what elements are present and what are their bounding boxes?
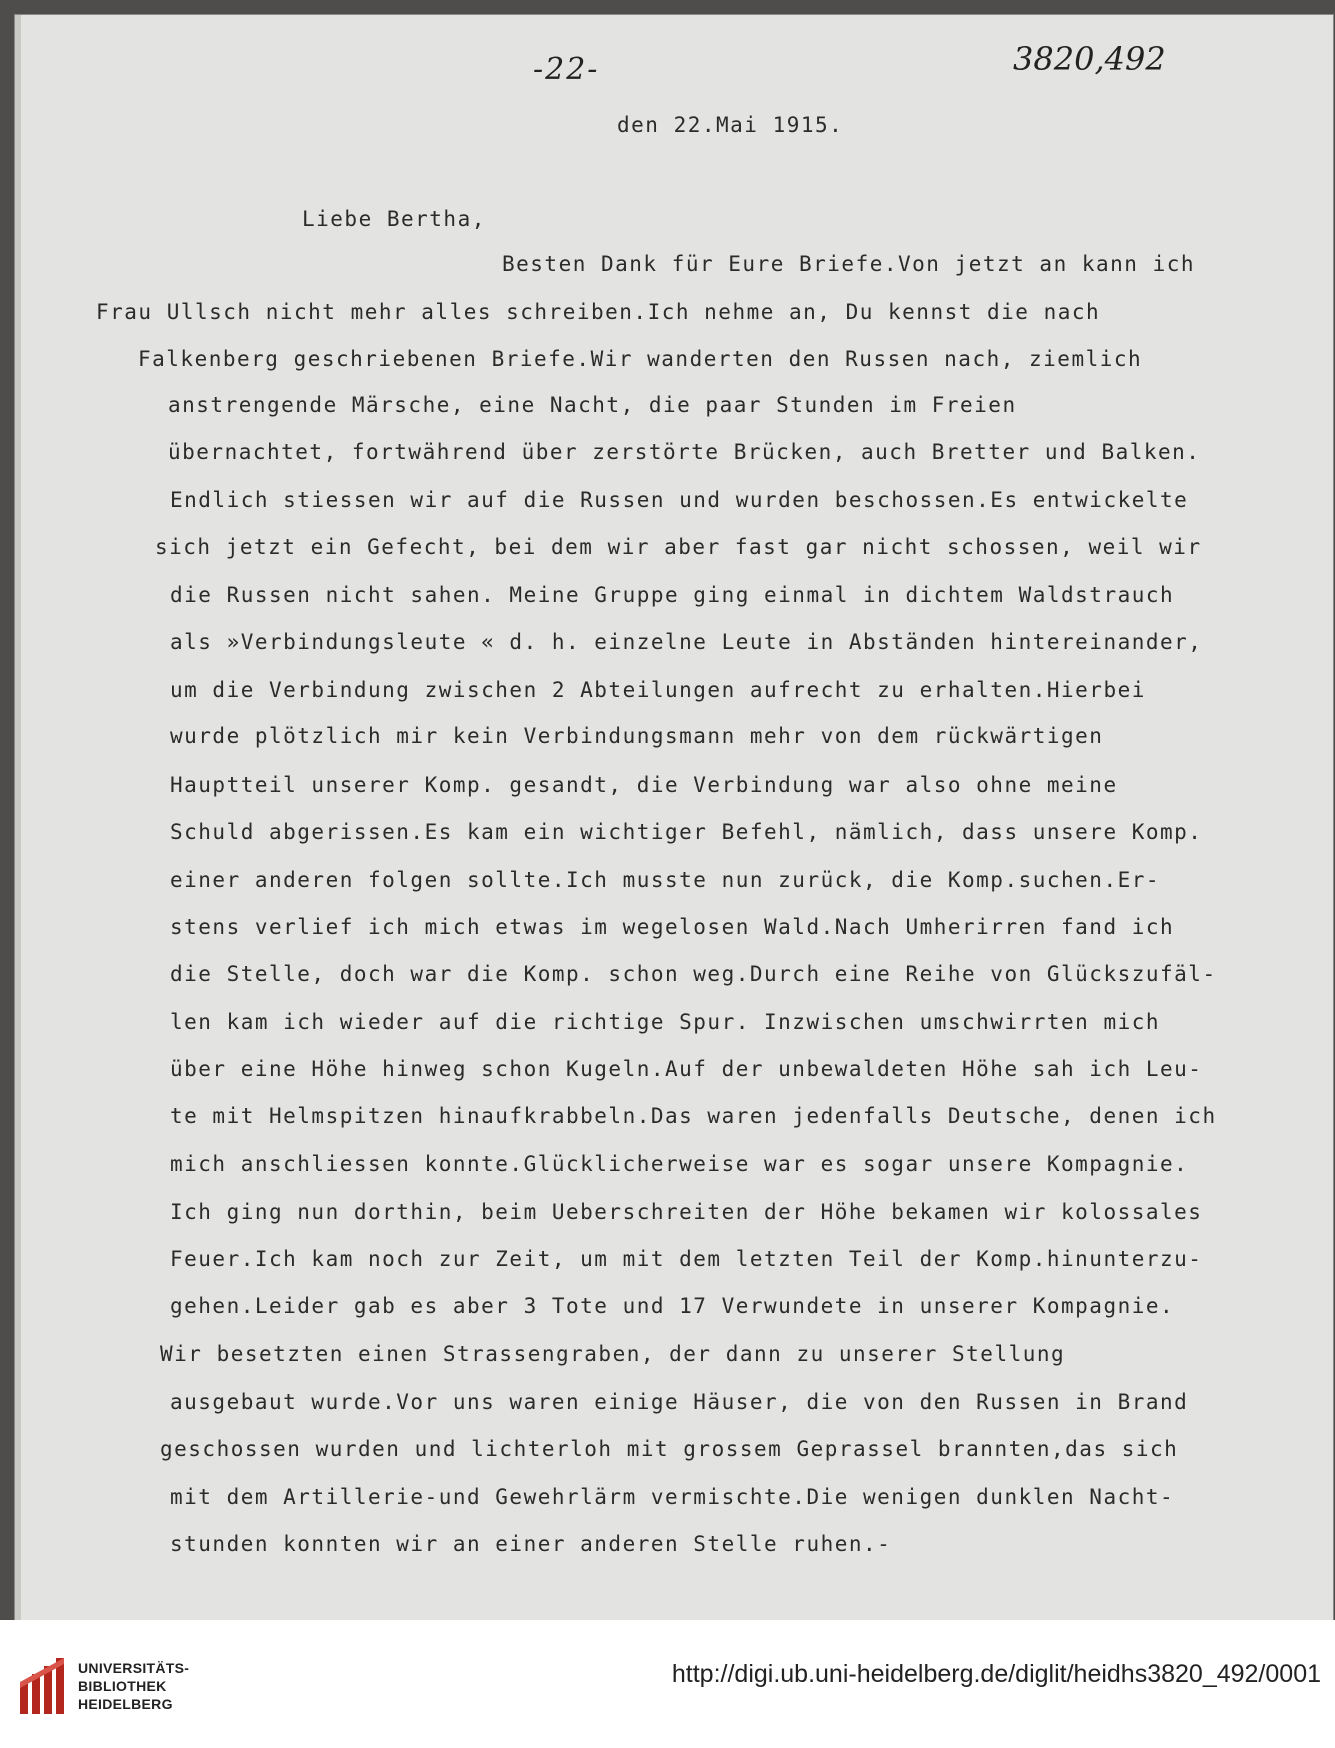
letter-body-line: die Russen nicht sahen. Meine Gruppe ging einmal in dichtem Waldstrauch bbox=[170, 583, 1175, 607]
university-library-logo-icon bbox=[18, 1656, 70, 1716]
footer bbox=[0, 1620, 1335, 1748]
letter-body-line: Hauptteil unserer Komp. gesandt, die Verbindung war also ohne meine bbox=[170, 773, 1118, 797]
letter-body-line: um die Verbindung zwischen 2 Abteilungen aufrecht zu erhalten.Hierbei bbox=[170, 678, 1146, 702]
letter-body-line: übernachtet, fortwährend über zerstörte Brücken, auch Bretter und Balken. bbox=[168, 440, 1201, 464]
letter-body-line: einer anderen folgen sollte.Ich musste nun zurück, die Komp.suchen.Er- bbox=[170, 868, 1161, 892]
letter-date: den 22.Mai 1915. bbox=[617, 113, 844, 137]
source-url-link[interactable]: http://digi.ub.uni-heidelberg.de/diglit/heidhs3820_492/0001 bbox=[671, 1660, 1321, 1688]
letter-body-line: te mit Helmspitzen hinaufkrabbeln.Das waren jedenfalls Deutsche, denen ich bbox=[170, 1104, 1217, 1128]
letter-body-line: sich jetzt ein Gefecht, bei dem wir aber fast gar nicht schossen, weil wir bbox=[155, 535, 1202, 559]
archive-signature: 3820,492 bbox=[1013, 40, 1166, 78]
letter-body-line: Ich ging nun dorthin, beim Ueberschreiten der Höhe bekamen wir kolossales bbox=[170, 1200, 1203, 1224]
letter-body-line: mit dem Artillerie-und Gewehrlärm vermischte.Die wenigen dunklen Nacht- bbox=[170, 1485, 1175, 1509]
letter-body-line: ausgebaut wurde.Vor uns waren einige Häuser, die von den Russen in Brand bbox=[170, 1390, 1189, 1414]
letter-body-line: stunden konnten wir an einer anderen Stelle ruhen.- bbox=[170, 1532, 892, 1556]
logo-text-line: UNIVERSITÄTS- bbox=[78, 1660, 190, 1676]
letter-body-line: len kam ich wieder auf die richtige Spur. Inzwischen umschwirrten mich bbox=[170, 1010, 1161, 1034]
letter-body-line: über eine Höhe hinweg schon Kugeln.Auf der unbewaldeten Höhe sah ich Leu- bbox=[170, 1057, 1203, 1081]
letter-body-line: stens verlief ich mich etwas im wegelosen Wald.Nach Umherirren fand ich bbox=[170, 915, 1175, 939]
letter-body-line: mich anschliessen konnte.Glücklicherweise war es sogar unsere Kompagnie. bbox=[170, 1152, 1189, 1176]
sheet-edge bbox=[15, 15, 21, 1620]
letter-body-line: anstrengende Märsche, eine Nacht, die paar Stunden im Freien bbox=[168, 393, 1017, 417]
letter-body-line: als »Verbindungsleute « d. h. einzelne Leute in Abständen hintereinander, bbox=[170, 630, 1203, 654]
logo-text-line: BIBLIOTHEK bbox=[78, 1678, 167, 1694]
letter-body-line: Feuer.Ich kam noch zur Zeit, um mit dem letzten Teil der Komp.hinunterzu- bbox=[170, 1247, 1203, 1271]
letter-body-line: Wir besetzten einen Strassengraben, der dann zu unserer Stellung bbox=[160, 1342, 1066, 1366]
page-number: -22- bbox=[533, 52, 600, 87]
letter-body-line: Falkenberg geschriebenen Briefe.Wir wanderten den Russen nach, ziemlich bbox=[138, 347, 1143, 371]
letter-body-line: geschossen wurden und lichterloh mit grossem Geprassel brannten,das sich bbox=[160, 1437, 1179, 1461]
logo-text-line: HEIDELBERG bbox=[78, 1696, 173, 1712]
letter-body-line: Endlich stiessen wir auf die Russen und wurden beschossen.Es entwickelte bbox=[170, 488, 1189, 512]
letter-salutation: Liebe Bertha, bbox=[302, 207, 486, 231]
letter-body-line: wurde plötzlich mir kein Verbindungsmann mehr von dem rückwärtigen bbox=[170, 724, 1104, 748]
letter-body-line: Besten Dank für Eure Briefe.Von jetzt an kann ich bbox=[502, 252, 1196, 276]
letter-body-line: gehen.Leider gab es aber 3 Tote und 17 Verwundete in unserer Kompagnie. bbox=[170, 1294, 1175, 1318]
letter-body-line: Schuld abgerissen.Es kam ein wichtiger Befehl, nämlich, dass unsere Komp. bbox=[170, 820, 1203, 844]
letter-body-line: Frau Ullsch nicht mehr alles schreiben.Ich nehme an, Du kennst die nach bbox=[96, 300, 1101, 324]
letter-body-line: die Stelle, doch war die Komp. schon weg.Durch eine Reihe von Glückszufäl- bbox=[170, 962, 1217, 986]
